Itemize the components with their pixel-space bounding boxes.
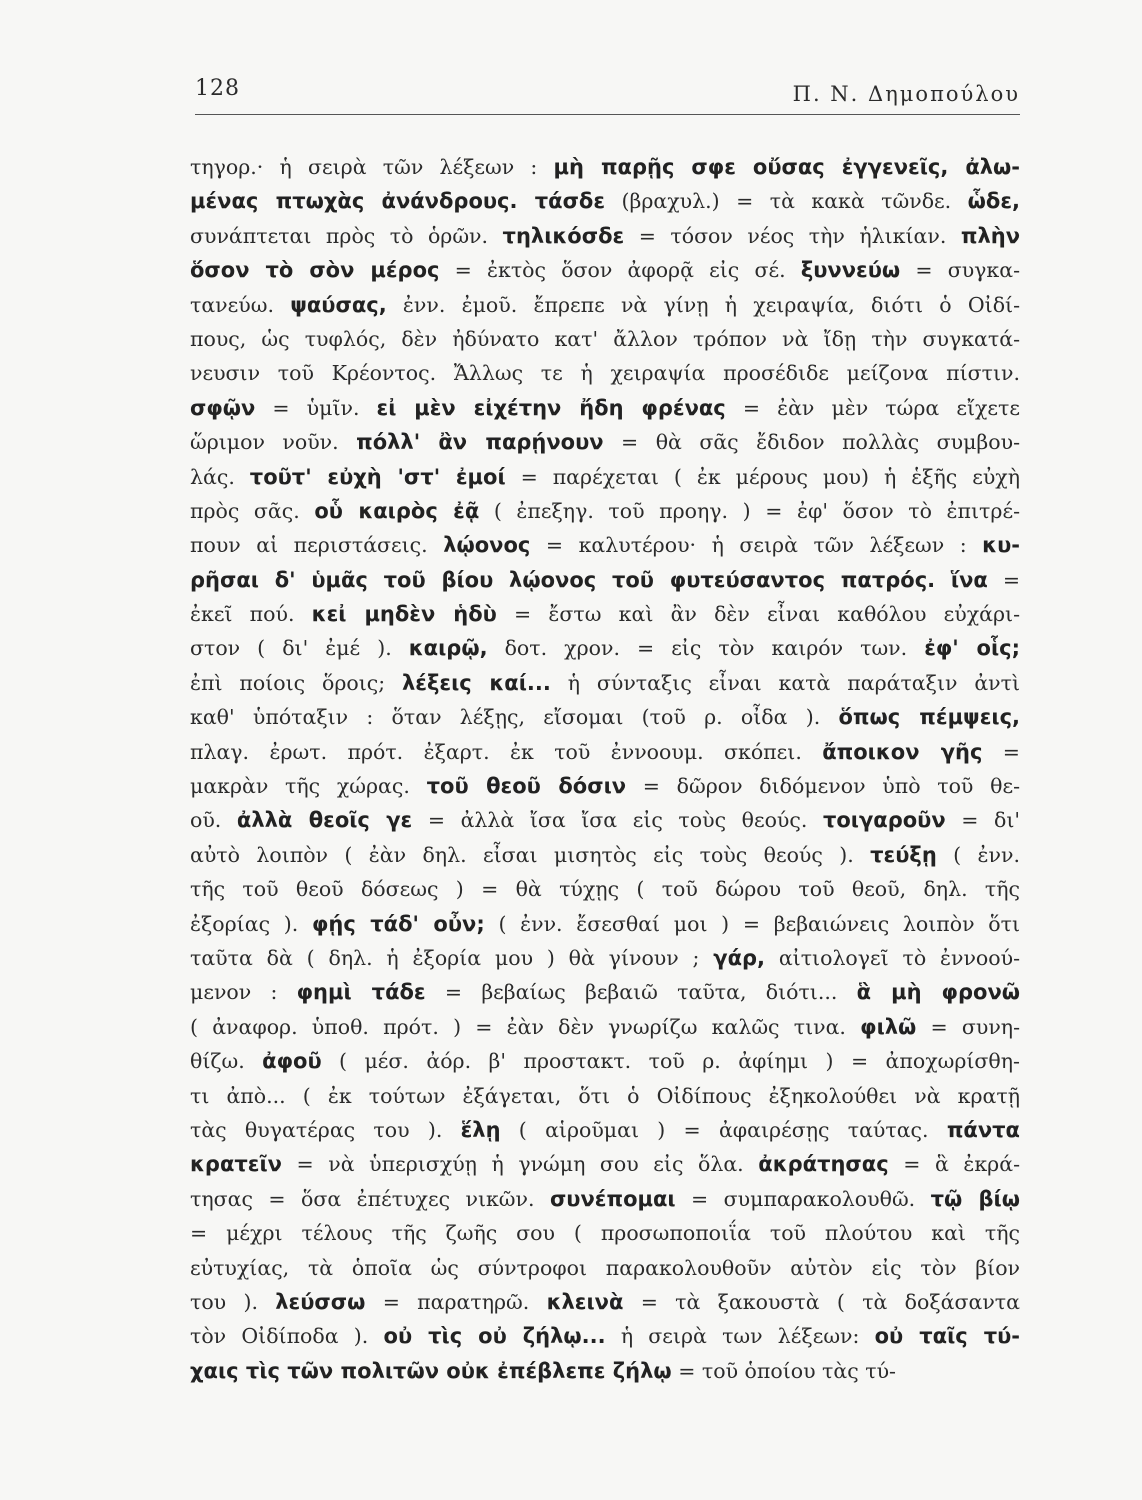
gloss-text: = ἃ ἐκρά- [888,1152,1020,1177]
text-line [190,597,1020,631]
gloss-text: ἐπὶ ποίοις ὅροις; [190,670,403,695]
gloss-text: ( ἐπεξηγ. τοῦ προηγ. ) = ἐφ' ὅσον τὸ ἐπιτρέ- [479,498,1020,523]
lemma-text: ἀφοῦ [262,1049,322,1074]
lemma-text: εἰ μὲν εἰχέτην ἤδη φρένας [376,395,726,420]
gloss-text: = βεβαίως βεβαιῶ ταῦτα, διότι... [425,980,857,1005]
gloss-text: (βραχυλ.) = τὰ κακὰ τῶνδε. [605,189,968,214]
text-line [190,1251,1020,1285]
lemma-text: φιλῶ [860,1014,917,1039]
text-line [190,1285,1020,1319]
lemma-text: τεύξῃ [870,842,937,867]
gloss-text: ἐνν. ἐμοῦ. ἔπρεπε νὰ γίνῃ ἡ χειραψία, διότι ὁ Οἰδί- [386,292,1020,317]
lemma-text: ἀλλὰ θεοῖς γε [236,808,413,833]
text-line [190,769,1020,803]
lemma-text: μὴ παρῇς σφε οὔσας ἐγγενεῖς, ἀλω- [553,155,1020,179]
text-line [190,1044,1020,1078]
lemma-text: χαις τὶς τῶν πολιτῶν οὐκ ἐπέβλεπε ζήλῳ [190,1358,672,1383]
gloss-text: πλαγ. ἐρωτ. πρότ. ἐξαρτ. ἐκ τοῦ ἐννοουμ. σκόπει. [190,739,823,764]
gloss-text: του ). [190,1289,276,1314]
gloss-text: ( ἀναφορ. ὑποθ. πρότ. ) = ἐὰν δὲν γνωρίζω καλῶς τινα. [190,1014,861,1039]
text-line [190,666,1020,700]
text-line [190,1113,1020,1147]
lemma-text: ἀκράτησας [758,1152,889,1177]
lemma-text: πάντα [946,1117,1020,1142]
gloss-text: οῦ. [190,808,237,833]
gloss-text: μενον : [190,980,297,1005]
lemma-text: λῴονος [443,533,531,558]
text-line [190,803,1020,837]
gloss-text: = συμπαρακολουθῶ. [675,1186,931,1211]
gloss-text: εὐτυχίας, τὰ ὁποῖα ὡς σύντροφοι παρακολουθοῦν αὐτὸν εἰς τὸν βίον [190,1255,1020,1280]
text-line [190,1319,1020,1353]
gloss-text: στον ( δι' ἐμέ ). [190,636,409,661]
gloss-text: ( αἱροῦμαι ) = ἀφαιρέσῃς ταύτας. [500,1117,947,1142]
text-line [190,975,1020,1009]
text-line [190,391,1020,425]
lemma-text: ρῆσαι δ' ὑμᾶς τοῦ βίου λῴονος τοῦ φυτεύσαντος πατρός. ἵνα [190,567,988,592]
gloss-text: ἐκεῖ πού. [190,602,312,627]
gloss-text: μακρὰν τῆς χώρας. [190,774,427,799]
gloss-text: = δῶρον διδόμενον ὑπὸ τοῦ θε- [626,774,1020,799]
gloss-text: συνάπτεται πρὸς τὸ ὁρῶν. [190,223,503,248]
commentary-text [190,150,1020,1388]
lemma-text: λέξεις καί... [402,670,551,695]
text-line [190,907,1020,941]
lemma-text: κυ- [982,533,1020,558]
text-line [190,425,1020,459]
gloss-text: = ὑμῖν. [255,395,377,420]
page-number: 128 [195,76,240,101]
gloss-text: τὸν Οἰδίποδα ). [190,1324,384,1349]
page-header [195,74,1020,115]
lemma-text: μένας πτωχὰς ἀνάνδρους. τάσδε [190,189,606,214]
gloss-text: νευσιν τοῦ Κρέοντος. Ἄλλως τε ἡ χειραψία προσέδιδε μείζονα πίστιν. [190,361,1020,386]
lemma-text: ὅσον τὸ σὸν μέρος [190,258,440,283]
gloss-text: = τοῦ ὁποίου τὰς τύ- [671,1358,896,1383]
lemma-text: συνέπομαι [549,1186,676,1211]
text-line [190,631,1020,665]
text-line [190,150,1020,184]
gloss-text: ( ἐνν. [936,842,1020,867]
gloss-text: = συνη- [916,1014,1020,1039]
gloss-text: ἡ σειρὰ των λέξεων: [605,1324,875,1349]
gloss-text: = τόσον νέος τὴν ἡλικίαν. [624,223,961,248]
gloss-text: = μέχρι τέλους τῆς ζωῆς σου ( προσωποποιΐα τοῦ πλούτου καὶ τῆς [190,1221,1020,1246]
text-line [190,1354,1020,1388]
gloss-text: τῆς τοῦ θεοῦ δόσεως ) = θὰ τύχῃς ( τοῦ δώρου τοῦ θεοῦ, δηλ. τῆς [190,877,1020,902]
text-line [190,700,1020,734]
gloss-text: λάς. [190,464,250,489]
gloss-text: = ἔστω καὶ ἂν δὲν εἶναι καθόλου εὐχάρι- [496,602,1020,627]
lemma-text: ξυννεύω [800,258,901,283]
lemma-text: ἐφ' οἷς; [924,636,1020,661]
gloss-text: αὐτὸ λοιπὸν ( ἐὰν δηλ. εἶσαι μισητὸς εἰς τοὺς θεούς ). [190,842,871,867]
gloss-text: = νὰ ὑπερισχύῃ ἡ γνώμη σου εἰς ὅλα. [281,1152,759,1177]
lemma-text: ἕλῃ [460,1117,501,1142]
text-line [190,563,1020,597]
gloss-text: αἰτιολογεῖ τὸ ἐννοού- [765,945,1020,970]
text-line [190,838,1020,872]
lemma-text: κρατεῖν [190,1152,282,1177]
gloss-text: = ἐκτὸς ὅσον ἀφορᾷ εἰς σέ. [439,258,801,283]
lemma-text: καιρῷ, [408,636,488,661]
text-line [190,356,1020,390]
gloss-text: = θὰ σᾶς ἔδιδον πολλὰς συμβου- [603,430,1020,455]
gloss-text: = ἐὰν μὲν τώρα εἴχετε [725,395,1020,420]
lemma-text: τοιγαροῦν [822,808,946,833]
gloss-text: ταῦτα δὰ ( δηλ. ἡ ἐξορία μου ) θὰ γίνουν ; [190,945,714,970]
gloss-text: δοτ. χρον. = εἰς τὸν καιρόν των. [487,636,925,661]
lemma-text: πόλλ' ἂν παρῄνουν [356,430,604,455]
lemma-text: τηλικόσδε [502,223,625,248]
text-line [190,1079,1020,1113]
gloss-text: ἐξορίας ). [190,911,312,936]
gloss-text: πους, ὡς τυφλός, δὲν ἠδύνατο κατ' ἄλλον τρόπον νὰ ἴδῃ τὴν συγκατά- [190,326,1020,351]
lemma-text: ὧδε, [967,189,1020,214]
text-line [190,184,1020,218]
gloss-text: ( ἐνν. ἔσεσθαί μοι ) = βεβαιώνεις λοιπὸν ὅτι [484,911,1020,936]
lemma-text: ψαύσας, [290,292,387,317]
gloss-text: = ἀλλὰ ἴσα ἴσα εἰς τοὺς θεούς. [412,808,823,833]
gloss-text: = παρέχεται ( ἐκ μέρους μου) ἡ ἑξῆς εὐχὴ [505,464,1020,489]
gloss-text: = παρατηρῶ. [365,1289,547,1314]
lemma-text: τοῦ θεοῦ δόσιν [426,774,627,799]
lemma-text: κεἰ μηδὲν ἡδὺ [311,602,497,627]
gloss-text: = [982,739,1020,764]
gloss-text: = [987,567,1020,592]
gloss-text: = συγκα- [900,258,1020,283]
lemma-text: φημὶ τάδε [296,980,426,1005]
text-line [190,735,1020,769]
text-line [190,219,1020,253]
lemma-text: γάρ, [713,945,766,970]
gloss-text: τηγορ.· ἡ σειρὰ τῶν λέξεων : [190,155,554,179]
lemma-text: οὗ καιρὸς ἐᾷ [314,498,480,523]
gloss-text: = δι' [945,808,1020,833]
text-line [190,941,1020,975]
lemma-text: τῷ βίῳ [930,1186,1020,1211]
lemma-text: τοῦτ' εὐχὴ 'στ' ἐμοί [249,464,506,489]
gloss-text: τι ἀπὸ... ( ἐκ τούτων ἐξάγεται, ὅτι ὁ Οἰδίπους ἐξηκολούθει νὰ κρατῇ [190,1083,1020,1108]
text-line [190,1182,1020,1216]
lemma-text: ἃ μὴ φρονῶ [856,980,1020,1005]
text-line [190,1147,1020,1181]
text-line [190,460,1020,494]
running-head: Π. Ν. Δημοπούλου [792,82,1020,106]
lemma-text: πλὴν [960,223,1020,248]
gloss-text: τανεύω. [190,292,291,317]
lemma-text: λεύσσω [275,1289,366,1314]
gloss-text: = τὰ ξακουστὰ ( τὰ δοξάσαντα [623,1289,1020,1314]
lemma-text: ἄποικον γῆς [822,739,983,764]
gloss-text: τὰς θυγατέρας του ). [190,1117,461,1142]
lemma-text: κλεινὰ [546,1289,624,1314]
gloss-text: ὥριμον νοῦν. [190,430,357,455]
text-line [190,528,1020,562]
gloss-text: θίζω. [190,1049,263,1074]
text-line [190,1216,1020,1250]
gloss-text: καθ' ὑπόταξιν : ὅταν λέξῃς, εἴσομαι (τοῦ ρ. οἶδα ). [190,705,839,730]
gloss-text: ἡ σύνταξις εἶναι κατὰ παράταξιν ἀντὶ [550,670,1020,695]
lemma-text: οὐ ταῖς τύ- [874,1324,1020,1349]
text-line [190,872,1020,906]
gloss-text: τησας = ὅσα ἐπέτυχες νικῶν. [190,1186,550,1211]
text-line [190,253,1020,287]
gloss-text: πρὸς σᾶς. [190,498,315,523]
lemma-text: σφῷν [190,395,256,420]
gloss-text: = καλυτέρου· ἡ σειρὰ τῶν λέξεων : [530,533,983,558]
text-line [190,494,1020,528]
gloss-text: πουν αἱ περιστάσεις. [190,533,444,558]
lemma-text: ὅπως πέμψεις, [838,705,1020,730]
text-line [190,288,1020,322]
text-line [190,322,1020,356]
lemma-text: οὐ τὶς οὐ ζήλῳ... [383,1324,606,1349]
lemma-text: φῄς τάδ' οὖν; [311,911,485,936]
text-line [190,1010,1020,1044]
gloss-text: ( μέσ. ἀόρ. β' προστακτ. τοῦ ρ. ἀφίημι ) = ἀποχωρίσθη- [321,1049,1020,1074]
